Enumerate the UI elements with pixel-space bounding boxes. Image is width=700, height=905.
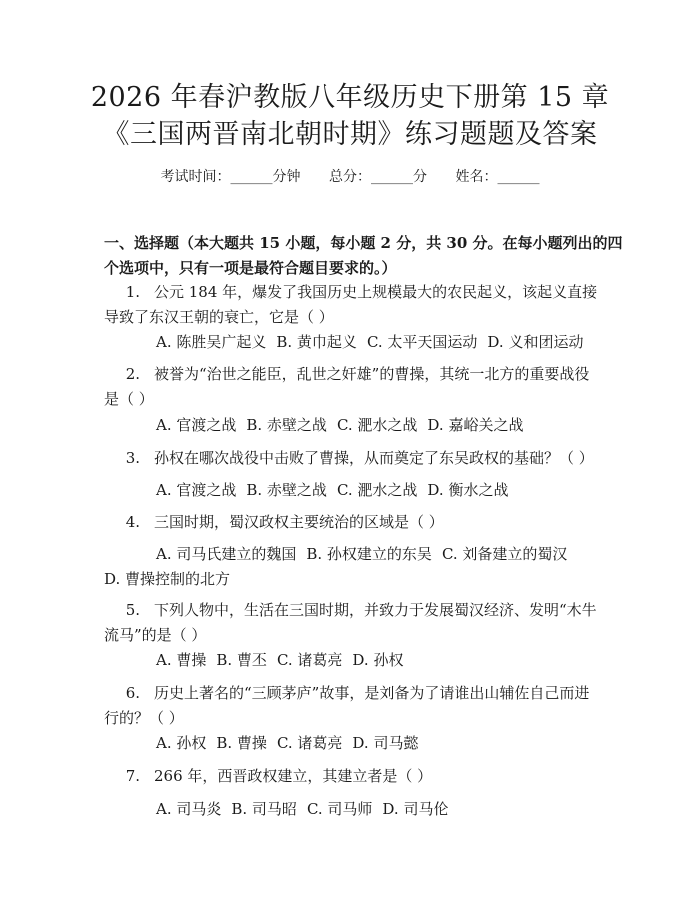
question-number: 4. [125, 513, 140, 531]
option-b: B. 司马昭 [231, 800, 297, 818]
option-c: C. 太平天国运动 [366, 333, 478, 351]
question-5-options [104, 648, 602, 673]
question-1 [104, 280, 602, 330]
question-3 [104, 446, 602, 471]
option-d: D. 嘉峪关之战 [427, 416, 524, 434]
question-number: 2. [125, 365, 140, 383]
question-text: 公元 184 年，爆发了我国历史上规模最大的农民起义，该起义直接导致了东汉王朝的衰亡，它是（ ） [104, 283, 598, 326]
option-c: C. 诸葛亮 [276, 651, 343, 669]
question-7 [104, 764, 602, 789]
option-c: C. 司马师 [306, 800, 373, 818]
student-name-field: 姓名：______ [455, 169, 540, 185]
option-b: B. 赤壁之战 [246, 481, 327, 499]
total-score-field: 总分：______分 [329, 169, 427, 185]
exam-time-field: 考试时间：______分钟 [160, 169, 301, 185]
question-4-options [104, 542, 602, 592]
option-a: A. 曹操 [156, 651, 207, 669]
option-d: D. 司马伦 [382, 800, 449, 818]
question-6 [104, 681, 602, 731]
question-text: 266 年，西晋政权建立，其建立者是（ ） [154, 767, 433, 785]
question-text: 孙权在哪次战役中击败了曹操，从而奠定了东吴政权的基础？（ ） [154, 449, 594, 467]
question-text: 下列人物中，生活在三国时期，并致力于发展蜀汉经济、发明“木牛流马”的是（ ） [104, 601, 597, 644]
option-d: D. 衡水之战 [427, 481, 509, 499]
question-text: 三国时期，蜀汉政权主要统治的区域是（ ） [154, 513, 444, 531]
option-d: D. 孙权 [352, 651, 404, 669]
question-text: 被誉为“治世之能臣，乱世之奸雄”的曹操，其统一北方的重要战役是（ ） [104, 365, 590, 408]
option-c: C. 淝水之战 [336, 416, 418, 434]
option-c: C. 诸葛亮 [276, 734, 343, 752]
option-b: B. 赤壁之战 [246, 416, 327, 434]
option-a: A. 孙权 [156, 734, 207, 752]
option-b: B. 曹操 [216, 734, 267, 752]
section-heading: 一、选择题（本大题共 15 小题，每小题 2 分，共 30 分。在每小题列出的四个选项中，只有一项是最符合题目要求的。） [104, 234, 623, 277]
option-d: D. 曹操控制的北方 [104, 570, 231, 588]
option-b: B. 黄巾起义 [276, 333, 357, 351]
question-number: 5. [125, 601, 140, 619]
question-7-options [104, 797, 602, 822]
question-6-options [104, 731, 602, 756]
question-2 [104, 362, 602, 412]
option-d: D. 义和团运动 [487, 333, 584, 351]
question-number: 1. [125, 283, 140, 301]
option-a: A. 司马氏建立的魏国 [156, 545, 297, 563]
option-a: A. 官渡之战 [156, 416, 237, 434]
option-a: A. 陈胜吴广起义 [156, 333, 267, 351]
page-title-line2: 《三国两晋南北朝时期》练习题题及答案 [102, 119, 598, 150]
question-text: 历史上著名的“三顾茅庐”故事，是刘备为了请谁出山辅佐自己而进行的？（ ） [104, 684, 590, 727]
option-d: D. 司马懿 [352, 734, 419, 752]
question-5 [104, 598, 602, 648]
option-c: C. 淝水之战 [336, 481, 418, 499]
question-4 [104, 510, 602, 535]
option-b: B. 孙权建立的东吴 [306, 545, 432, 563]
exam-meta [0, 167, 700, 187]
question-2-options [104, 413, 602, 438]
option-c: C. 刘备建立的蜀汉 [441, 545, 568, 563]
question-1-options [104, 330, 602, 355]
question-number: 3. [125, 449, 140, 467]
page-title-line1: 2026 年春沪教版八年级历史下册第 15 章 [90, 82, 610, 113]
question-number: 7. [125, 767, 140, 785]
question-number: 6. [125, 684, 140, 702]
option-a: A. 司马炎 [156, 800, 222, 818]
option-a: A. 官渡之战 [156, 481, 237, 499]
option-b: B. 曹丕 [216, 651, 267, 669]
question-3-options [104, 478, 602, 503]
